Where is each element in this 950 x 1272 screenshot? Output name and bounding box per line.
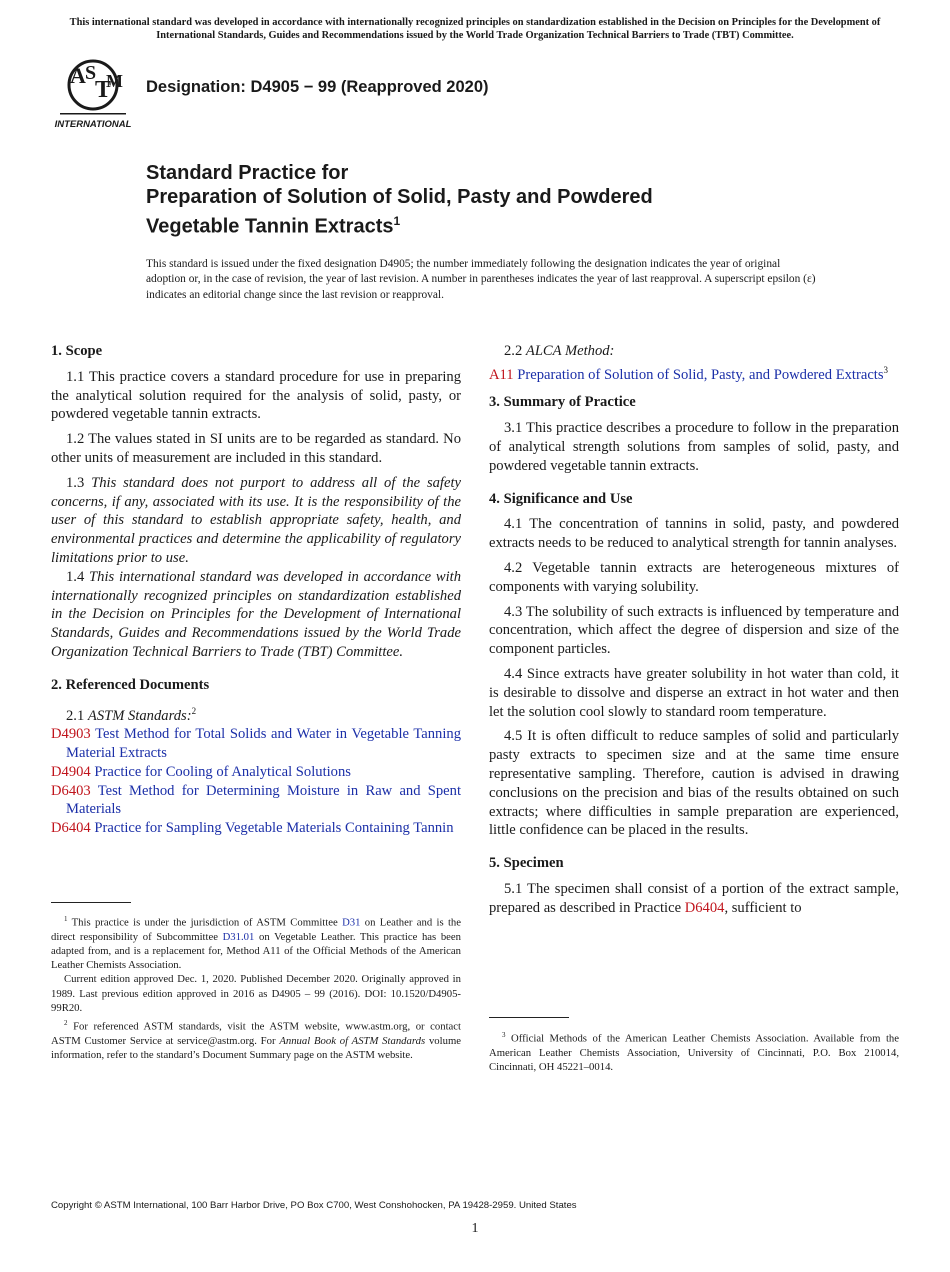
scope-heading: 1. Scope xyxy=(51,343,103,359)
footnote-1-text-c: on Vegetable Leather. This practice has been adapted from, and is a replacement for, Method A11 of the Official Methods of the American Leather Chemists Association. xyxy=(51,930,461,972)
specimen-5-1-text-a: 5.1 The specimen shall consist of a portion of the extract sample, prepared as described in Practice xyxy=(489,880,899,916)
referenced-documents-heading: 2. Referenced Documents xyxy=(51,676,210,693)
scope-1-3-text: This standard does not purport to address all of the safety concerns, if any, associated with its use. It is the responsibility of the user of this standard to establish appropriate safety, health, and environmental practices and determine the applicability of regulatory limitations prior to use. xyxy=(51,474,461,566)
svg-text:M: M xyxy=(106,71,123,91)
committee-d31-link[interactable]: D31 xyxy=(342,916,361,929)
alca-ref-item[interactable] xyxy=(489,361,899,385)
title-footnote-ref: 1 xyxy=(393,214,401,228)
ref-item[interactable] xyxy=(51,763,461,782)
alca-method-text: ALCA Method: xyxy=(525,343,615,359)
footnote-2-text-b: volume information, refer to the standard’s Document Summary page on the ASTM website. xyxy=(51,1034,461,1061)
title-line-1: Standard Practice for xyxy=(146,162,349,184)
scope-1-4-num: 1.4 xyxy=(66,568,85,585)
astm-standards-footnote-ref: 2 xyxy=(191,705,197,716)
astm-logo-mark-icon xyxy=(52,57,134,133)
significance-4-5: 4.5 It is often difficult to reduce samples of solid and particularly pasty extracts to specimen size and at the same time ensure representative sampling. Therefore, caution is advised in drawing conclusions on the precision and bias of the results obtained on such extracts; where difficulties in sample preparation are experienced, little confidence can be placed in the results. xyxy=(489,728,899,839)
svg-text:S: S xyxy=(85,62,97,84)
significance-4-4: 4.4 Since extracts have greater solubility in hot water than cold, it is desirable to dissolve and disperse an extract in hot water and then let the solution cool slowly to standard room temperature. xyxy=(489,666,899,720)
document-title xyxy=(146,161,906,239)
footnote-2-italic: Annual Book of ASTM Standards xyxy=(279,1034,426,1047)
edition-note: Current edition approved Dec. 1, 2020. Published December 2020. Originally approved in 1989. Last previous edition approved in 2016 as D4905 – 99 (2016). DOI: 10.1520/D4905-99R20. xyxy=(51,973,461,1014)
footnote-2-num: 2 xyxy=(64,1018,68,1027)
ref-code-link[interactable]: D6403 xyxy=(51,782,91,799)
specimen-5-1 xyxy=(489,880,899,918)
significance-heading: 4. Significance and Use xyxy=(489,490,633,507)
summary-3-1: 3.1 This practice describes a procedure to follow in the preparation of analytical strength solutions from samples of solid, pasty, and powdered vegetable tannin extracts. xyxy=(489,420,899,474)
right-footnotes xyxy=(489,1028,899,1074)
footnote-2 xyxy=(51,1016,461,1062)
scope-1-4-text: This international standard was developed in accordance with internationally recognized principles on standardization established in the Decision on Principles for the Development of International Standards, Guides and Recommendations issued by the World Trade Organization Technical Barriers to Trade (TBT) Committee. xyxy=(51,568,462,660)
footnote-2-text-a: For referenced ASTM standards, visit the ASTM website, www.astm.org, or contact ASTM Customer Service at service@astm.org. For xyxy=(51,1020,462,1047)
left-footnotes xyxy=(51,912,461,1062)
specimen-5-1-text-b: , sufficient to xyxy=(724,899,802,916)
alca-footnote-ref: 3 xyxy=(883,364,889,375)
ref-code-link[interactable]: D4904 xyxy=(51,763,91,780)
footnote-1-text-a: This practice is under the jurisdiction of ASTM Committee xyxy=(71,916,338,929)
top-notice: This international standard was developed in accordance with internationally recognized principles on standardization established in the Decision on Principles for the Development of International Standards, Guides and Recommendations issued by the World Trade Organization Technical Barriers to Trade (TBT) Committee. xyxy=(69,17,881,41)
footnote-3 xyxy=(489,1028,899,1074)
ref-item[interactable] xyxy=(51,725,461,763)
footnote-divider-right xyxy=(489,1017,569,1018)
ref-title-link[interactable]: Practice for Sampling Vegetable Materials Containing Tannin xyxy=(94,820,454,837)
svg-text:A: A xyxy=(70,63,86,88)
ref-item[interactable] xyxy=(51,819,461,838)
scope-1-1: 1.1 This practice covers a standard procedure for use in preparing the analytical solution required for the analysis of solid, pasty, or powdered vegetable tannin extracts. xyxy=(51,368,461,423)
ref-item[interactable] xyxy=(51,782,461,820)
astm-standards-text: ASTM Standards: xyxy=(87,707,192,724)
ref-code-link[interactable]: D4903 xyxy=(51,726,91,743)
footnote-1-num: 1 xyxy=(64,915,68,923)
scope-1-3 xyxy=(51,474,461,568)
footnote-3-num: 3 xyxy=(502,1031,506,1039)
scope-1-3-num: 1.3 xyxy=(66,474,85,491)
practice-d6404-link[interactable]: D6404 xyxy=(684,899,725,916)
summary-heading: 3. Summary of Practice xyxy=(489,394,636,411)
right-column xyxy=(489,342,899,918)
title-line-2: Preparation of Solution of Solid, Pasty and Powdered xyxy=(146,186,653,208)
ref-code-link[interactable]: D6404 xyxy=(51,820,91,837)
alca-method-num: 2.2 xyxy=(504,343,523,359)
title-line-3-text: Vegetable Tannin Extracts xyxy=(146,215,394,238)
alca-method-label xyxy=(489,342,899,361)
specimen-heading: 5. Specimen xyxy=(489,855,564,872)
significance-4-1: 4.1 The concentration of tannins in solid, pasty, and powdered extracts needs to be reduced to analytical strength for tannin analyses. xyxy=(489,516,899,552)
footnote-divider xyxy=(51,902,131,903)
footnote-1 xyxy=(51,912,461,972)
significance-4-3: 4.3 The solubility of such extracts is influenced by temperature and concentration, which affect the degree of dispersion and size of the component particles. xyxy=(489,603,899,658)
alca-code-link[interactable]: A11 xyxy=(489,366,514,383)
footnote-3-text: Official Methods of the American Leather Chemists Association. Available from the American Leather Chemists Association, University of Cincinnati, P.O. Box 210014, Cincinnati, OH 45221–0014. xyxy=(489,1032,900,1073)
scope-1-2: 1.2 The values stated in SI units are to be regarded as standard. No other units of measurement are included in this standard. xyxy=(51,431,461,466)
logo-wordmark: INTERNATIONAL xyxy=(54,119,132,130)
subcommittee-d31-01-link[interactable]: D31.01 xyxy=(222,930,255,943)
page-number: 1 xyxy=(471,1221,479,1236)
left-column xyxy=(51,342,461,838)
ref-title-link[interactable]: Test Method for Total Solids and Water in Vegetable Tanning Material Extracts xyxy=(66,726,462,761)
title-line-3 xyxy=(146,209,906,239)
astm-logo xyxy=(52,57,134,133)
ref-title-link[interactable]: Test Method for Determining Moisture in Raw and Spent Materials xyxy=(66,782,461,818)
astm-standards-label xyxy=(51,702,461,726)
svg-text:T: T xyxy=(95,77,112,103)
fixed-designation-note: This standard is issued under the fixed designation D4905; the number immediately following the designation indicates the year of original adoption or, in the case of revision, the year of last revision. A number in parentheses indicates the year of last reapproval. A superscript epsilon (ε) indicates an editorial change since the last revision or reapproval. xyxy=(146,258,816,301)
footnote-1-text-b: on Leather and is the direct responsibility of Subcommittee xyxy=(51,916,462,943)
ref-title-link[interactable]: Practice for Cooling of Analytical Solutions xyxy=(94,763,351,780)
scope-1-4 xyxy=(51,568,461,662)
copyright: Copyright © ASTM International, 100 Barr Harbor Drive, PO Box C700, West Conshohocken, PA 19428-2959. United States xyxy=(51,1200,577,1211)
alca-title-link[interactable]: Preparation of Solution of Solid, Pasty, and Powdered Extracts xyxy=(517,366,884,383)
astm-standards-num: 2.1 xyxy=(66,707,85,724)
significance-4-2: 4.2 Vegetable tannin extracts are heterogeneous mixtures of components with varying solubility. xyxy=(489,560,899,595)
designation: Designation: D4905 − 99 (Reapproved 2020) xyxy=(146,78,489,96)
